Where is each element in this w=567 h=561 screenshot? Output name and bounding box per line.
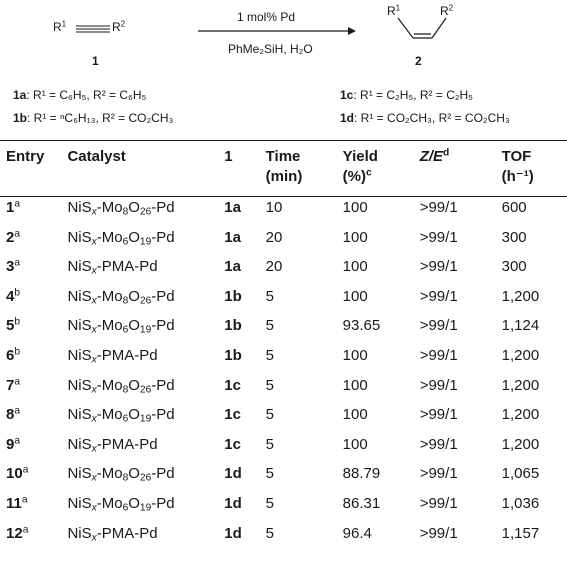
- header-ze-footnote: d: [443, 147, 450, 159]
- time-cell: 5: [265, 406, 274, 424]
- catalyst-cell: [67, 459, 224, 489]
- time-cell: 20: [265, 228, 283, 246]
- table-row: [0, 282, 567, 312]
- header-entry: Entry: [6, 148, 45, 165]
- ze-cell: >99/1: [419, 317, 458, 335]
- entry-number: 11: [6, 494, 22, 512]
- entry-number: 3: [6, 258, 15, 276]
- entry-cell: [0, 400, 67, 430]
- table-row: [0, 223, 567, 253]
- substrate-cell: 1d: [224, 494, 242, 512]
- time-cell: 5: [265, 435, 274, 453]
- time-cell: 5: [265, 346, 274, 364]
- product-label: 2: [415, 54, 422, 68]
- entry-footnote: b: [14, 346, 21, 358]
- yield-cell: 93.65: [342, 317, 381, 335]
- yield-cell: 100: [342, 406, 368, 424]
- substrate-1b-text: : R¹ = ⁿC₆H₁₃, R² = CO₂CH₃: [27, 111, 174, 125]
- substrate-cell: 1c: [224, 406, 241, 424]
- ze-cell: >99/1: [419, 228, 458, 246]
- catalyst-name: NiS$_x$-PMA-Pd: [67, 346, 158, 366]
- header-yield-footnote: c: [366, 167, 372, 179]
- reaction-scheme: [0, 0, 567, 140]
- yield-cell: 100: [342, 435, 368, 453]
- substrate-1b-definition: [13, 111, 173, 125]
- substrate-1a-definition: [13, 88, 146, 102]
- substrate-1a-id: 1a: [13, 88, 27, 102]
- entry-number: 10: [6, 465, 23, 483]
- substrate-cell: 1a: [224, 258, 241, 276]
- catalyst-name: $NiS_x-Mo_6O_{19}-Pd$: [67, 406, 175, 425]
- substrate-cell: 1c: [224, 435, 241, 453]
- substrate-1a-text: : R¹ = C₆H₅, R² = C₆H₅: [26, 88, 147, 102]
- tof-cell: 1,200: [501, 435, 540, 453]
- entry-number: 4: [6, 287, 15, 305]
- substrate-1d-definition: [340, 111, 510, 125]
- entry-number: 8: [6, 406, 15, 424]
- catalyst-cell: [67, 371, 224, 401]
- r2-label: $R^2$: [112, 19, 126, 34]
- entry-number: 6: [6, 346, 15, 364]
- table-row: [0, 400, 567, 430]
- yield-cell: 88.79: [342, 465, 381, 483]
- time-cell: 20: [265, 258, 283, 276]
- catalyst-cell: [67, 489, 224, 519]
- substrate-1c-text: : R¹ = C₂H₅, R² = C₂H₅: [353, 88, 474, 102]
- yield-cell: 100: [342, 346, 368, 364]
- header-yield-unit-wrap: [343, 167, 420, 187]
- tof-cell: 1,036: [501, 494, 540, 512]
- catalyst-name: NiS$_x$-PMA-Pd: [67, 435, 158, 455]
- yield-cell: 100: [342, 287, 368, 305]
- entry-number: 5: [6, 317, 15, 335]
- header-substrate: 1: [224, 148, 233, 165]
- entry-footnote: a: [22, 464, 29, 476]
- ze-cell: >99/1: [419, 346, 458, 364]
- header-tof: [502, 141, 567, 193]
- header-tof-unit: (h⁻¹): [501, 168, 534, 185]
- entry-number: 7: [6, 376, 15, 394]
- ze-cell: >99/1: [419, 199, 458, 216]
- entry-footnote: a: [14, 257, 21, 269]
- entry-cell: [0, 223, 67, 253]
- tof-cell: 1,200: [501, 376, 540, 394]
- catalyst-name: $NiS_x-Mo_6O_{19}-Pd$: [67, 494, 175, 514]
- reactant-label: 1: [92, 54, 99, 68]
- table-row: [0, 311, 567, 341]
- conditions-bottom: PhMe₂SiH, H₂O: [228, 42, 313, 56]
- catalyst-name: $NiS_x-Mo_8O_{26}-Pd$: [67, 287, 175, 307]
- tof-cell: 1,124: [501, 317, 540, 335]
- time-cell: 5: [265, 287, 274, 305]
- entry-cell: [0, 193, 67, 223]
- header-time-unit: (min): [265, 168, 303, 185]
- catalyst-cell: [67, 311, 224, 341]
- table-header-row: [0, 141, 567, 193]
- tof-cell: 1,200: [501, 287, 540, 305]
- ze-cell: >99/1: [419, 524, 458, 542]
- table-row: [0, 341, 567, 371]
- tof-cell: 1,065: [501, 465, 540, 483]
- tof-cell: 1,200: [501, 346, 540, 364]
- catalyst-name: NiS$_x$-PMA-Pd: [67, 258, 158, 277]
- entry-cell: [0, 252, 67, 282]
- catalyst-cell: [67, 252, 224, 282]
- ze-cell: >99/1: [419, 465, 458, 483]
- substrate-1d-id: 1d: [340, 111, 355, 125]
- entry-cell: [0, 430, 67, 460]
- substrate-cell: 1a: [224, 228, 241, 246]
- tof-cell: 1,200: [501, 406, 540, 424]
- entry-footnote: a: [14, 375, 21, 387]
- table-row: [0, 430, 567, 460]
- ze-cell: >99/1: [419, 258, 458, 276]
- ze-cell: >99/1: [419, 406, 458, 424]
- entry-cell: [0, 489, 67, 519]
- header-yield-unit: (%): [342, 168, 366, 185]
- product-r2-label: $R^2$: [440, 3, 454, 18]
- entry-cell: [0, 311, 67, 341]
- entry-cell: [0, 341, 67, 371]
- entry-cell: [0, 282, 67, 312]
- substrate-1c-id: 1c: [340, 88, 354, 102]
- tof-cell: 300: [501, 258, 527, 276]
- tof-cell: 1,157: [501, 524, 540, 542]
- yield-cell: 100: [342, 228, 368, 246]
- ze-cell: >99/1: [419, 287, 458, 305]
- entry-number: 12: [6, 524, 23, 542]
- alkyne-triple-bond: [76, 26, 110, 32]
- z-alkene: [398, 18, 446, 38]
- yield-cell: 100: [342, 199, 368, 216]
- time-cell: 5: [265, 524, 274, 542]
- entry-cell: [0, 371, 67, 401]
- entry-footnote: b: [14, 316, 21, 328]
- time-cell: 5: [265, 465, 274, 483]
- table-row: [0, 193, 567, 223]
- entry-footnote: a: [22, 523, 29, 535]
- yield-cell: 86.31: [342, 494, 381, 512]
- ze-cell: >99/1: [419, 435, 458, 453]
- table-row: [0, 489, 567, 519]
- substrate-1c-definition: [340, 88, 473, 102]
- substrate-1d-text: : R¹ = CO₂CH₃, R² = CO₂CH₃: [354, 111, 510, 125]
- catalyst-name: $NiS_x-Mo_8O_{26}-Pd$: [67, 199, 175, 218]
- table-row: [0, 519, 567, 549]
- header-yield: [343, 141, 420, 193]
- entry-footnote: b: [14, 287, 21, 299]
- entry-number: 1: [6, 199, 15, 216]
- catalyst-name: $NiS_x-Mo_8O_{26}-Pd$: [67, 465, 175, 484]
- substrate-cell: 1d: [224, 465, 242, 483]
- ze-cell: >99/1: [419, 376, 458, 394]
- entry-cell: [0, 519, 67, 549]
- results-table: [0, 141, 567, 548]
- header-catalyst: Catalyst: [67, 148, 126, 165]
- table-row: [0, 252, 567, 282]
- catalyst-name: $NiS_x-Mo_8O_{26}-Pd$: [67, 376, 175, 396]
- reaction-arrow: [198, 27, 356, 35]
- catalyst-cell: [67, 282, 224, 312]
- catalyst-name: NiS$_x$-PMA-Pd: [67, 524, 158, 544]
- catalyst-name: $NiS_x-Mo_6O_{19}-Pd$: [67, 228, 175, 248]
- substrate-cell: 1b: [224, 317, 242, 335]
- catalyst-cell: [67, 341, 224, 371]
- substrate-cell: 1b: [224, 287, 242, 305]
- time-cell: 5: [265, 317, 274, 335]
- header-yield-label: Yield: [342, 148, 378, 165]
- product-r1-label: $R^1$: [387, 3, 401, 18]
- table-row: [0, 459, 567, 489]
- catalyst-name: $NiS_x-Mo_6O_{19}-Pd$: [67, 317, 175, 336]
- entry-footnote: a: [14, 405, 21, 417]
- header-time: [266, 141, 343, 193]
- header-ze: [420, 141, 502, 193]
- table-row: [0, 371, 567, 401]
- header-tof-label: TOF: [501, 148, 532, 165]
- substrate-cell: 1c: [224, 376, 241, 394]
- entry-footnote: a: [21, 494, 28, 506]
- catalyst-cell: [67, 430, 224, 460]
- entry-number: 9: [6, 435, 15, 453]
- entry-cell: [0, 459, 67, 489]
- time-cell: 10: [265, 199, 283, 216]
- catalyst-cell: [67, 223, 224, 253]
- catalyst-cell: [67, 400, 224, 430]
- entry-footnote: a: [14, 198, 21, 210]
- substrate-cell: 1d: [224, 524, 242, 542]
- time-cell: 5: [265, 494, 274, 512]
- r1-label: $R^1$: [53, 19, 67, 34]
- conditions-top: 1 mol% Pd: [237, 10, 296, 24]
- ze-cell: >99/1: [419, 494, 458, 512]
- substrate-cell: 1b: [224, 346, 242, 364]
- yield-cell: 96.4: [342, 524, 372, 542]
- header-time-label: Time: [265, 148, 301, 165]
- yield-cell: 100: [342, 376, 368, 394]
- entry-number: 2: [6, 228, 15, 246]
- yield-cell: 100: [342, 258, 368, 276]
- header-ze-label: Z/E: [419, 148, 444, 165]
- table-body: [0, 193, 567, 548]
- time-cell: 5: [265, 376, 274, 394]
- catalyst-cell: [67, 519, 224, 549]
- entry-footnote: a: [14, 435, 21, 447]
- tof-cell: 300: [501, 228, 527, 246]
- tof-cell: 600: [501, 199, 527, 216]
- substrate-cell: 1a: [224, 199, 241, 216]
- catalyst-cell: [67, 193, 224, 223]
- entry-footnote: a: [14, 227, 21, 239]
- substrate-1b-id: 1b: [13, 111, 28, 125]
